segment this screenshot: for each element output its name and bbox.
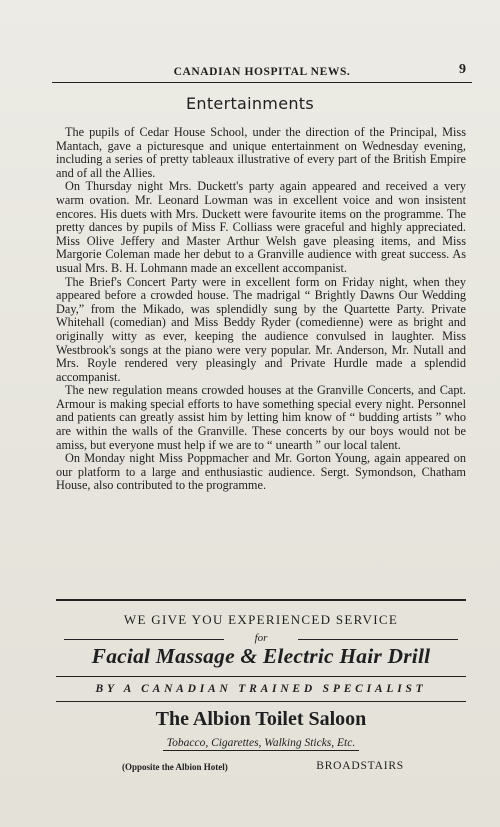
ad-goods-line <box>56 737 466 749</box>
paragraph-regulation: The new regulation means crowded houses at the Granville Concerts, and Capt. Armour is making special efforts to have something special every night. Personnel and patients can greatly assist him by letting him know of “ budding artists ” who are within the walls of the Granville. These concerts by our boys would not be amiss, but everyone must help if we are to “ unearth ” our local talent. <box>56 383 466 452</box>
ad-divider <box>56 676 466 677</box>
article-body <box>56 126 466 493</box>
page-header <box>52 62 472 83</box>
advertisement <box>56 604 466 786</box>
paragraph-cedar-house: The pupils of Cedar House School, under the direction of the Principal, Miss Mantach, gave a picturesque and unique entertainment on Wednesday evening, including a series of pretty tableaux illustrative of every part of the British Empire and of all the Allies. <box>56 125 466 180</box>
ad-for-row <box>64 632 458 644</box>
ad-address: (Opposite the Albion Hotel) <box>122 762 228 772</box>
paragraph-concert-party: The Brief's Concert Party were in excellent form on Friday night, when they appeared before a crowded house. The madrigal “ Brightly Dawns Our Wedding Day,” from the Mikado, was splendidly sung by the Quartette Party. Private Whitehall (comedian) and Miss Beddy Ryder (comedienne) were as bright and originally witty as ever, keeping the audience convulsed in laughter. Miss Westbrook's songs at the piano were very popular. Mr. Anderson, Mr. Nutall and Mrs. Royle rendered very pleasingly and Private Hurdle made a splendid accompanist. <box>56 274 466 384</box>
publication-title: CANADIAN HOSPITAL NEWS. <box>173 66 351 78</box>
page-number: 9 <box>459 62 466 77</box>
ad-goods-text: Tobacco, Cigarettes, Walking Sticks, Etc. <box>163 737 359 751</box>
ad-divider-lower <box>56 701 466 702</box>
paragraph-monday: On Monday night Miss Poppmacher and Mr. Gorton Young, again appeared on our platform to a large and enthusiastic audience. Sergt. Symondson, Chatham House, also contributed to the programme. <box>56 451 466 493</box>
ad-for-text: for <box>254 632 268 644</box>
paragraph-thursday: On Thursday night Mrs. Duckett's party again appeared and received a very warm ovation. Mr. Leonard Lowman was in excellent voice and won insistent encores. His duets with Mrs. Duckett were favourite items on the programme. The pretty dances by pupils of Miss F. Colliass were graceful and highly appreciated. Miss Olive Jeffery and Master Arthur Welsh gave pleasing items, and Miss Margorie Coleman made her debut to a Granville audience with great success. As usual Mrs. B. H. Lohmann made an excellent accompanist. <box>56 179 466 275</box>
ad-specialist-line: BY A CANADIAN TRAINED SPECIALIST <box>95 683 427 695</box>
ad-headline: Facial Massage & Electric Hair Drill <box>91 644 431 668</box>
section-title: Entertainments <box>186 94 314 113</box>
ad-business-name: The Albion Toilet Saloon <box>155 708 367 730</box>
section-divider <box>56 599 466 601</box>
ad-service-line: WE GIVE YOU EXPERIENCED SERVICE <box>123 612 399 627</box>
ad-for-rule-right <box>298 639 458 640</box>
ad-town: BROADSTAIRS <box>316 760 404 772</box>
